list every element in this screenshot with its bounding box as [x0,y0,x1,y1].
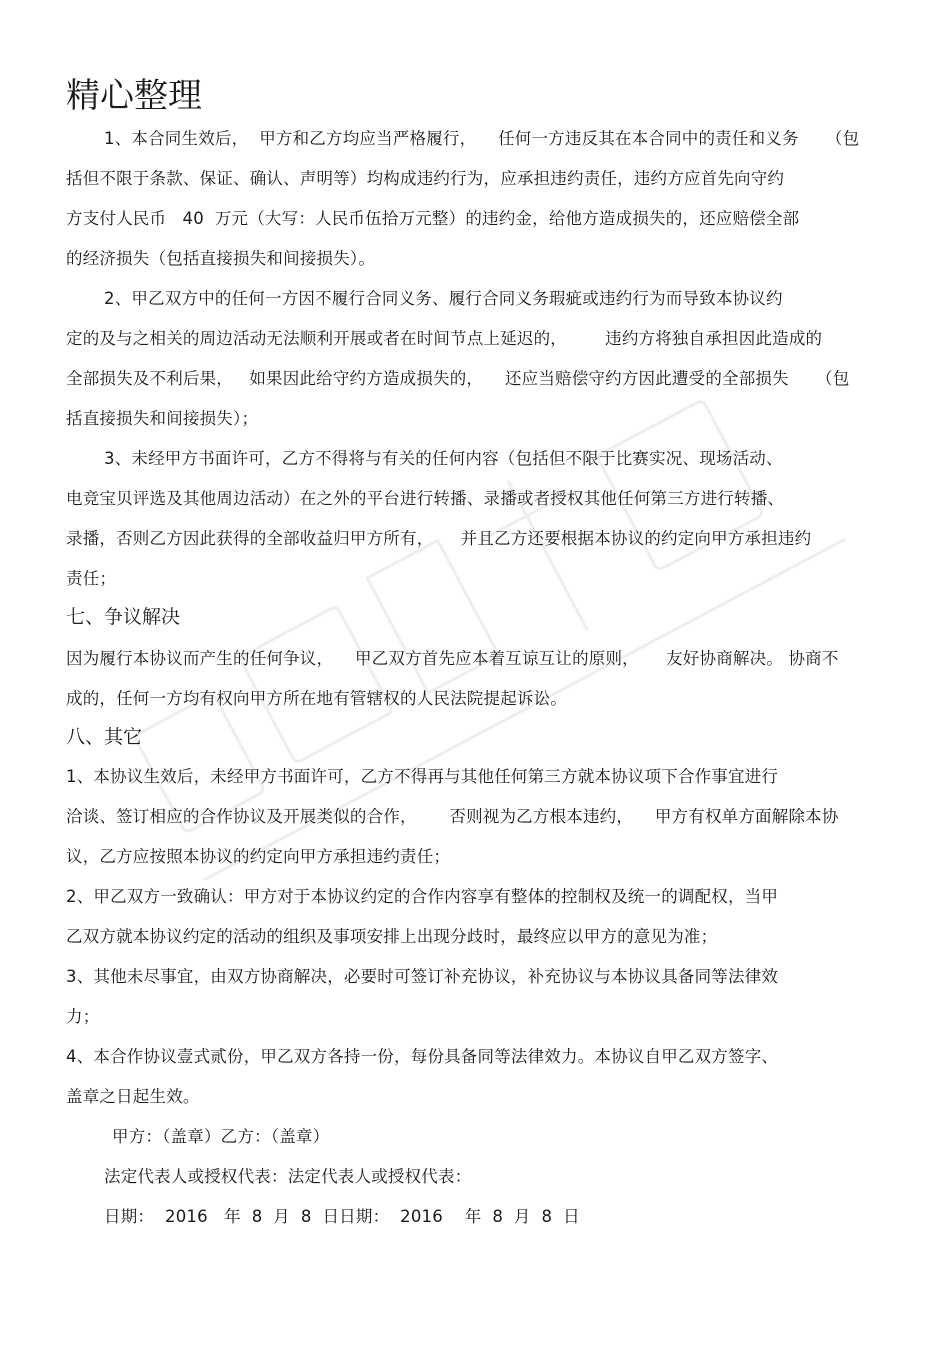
section8-line-8: 4、本合作协议壹式贰份，甲乙双方各持一份，每份具备同等法律效力。本协议自甲乙双方签字、 [66,1047,779,1066]
section3-line-4: 责任； [66,569,117,588]
section8-line-7: 力； [66,1007,100,1026]
heading-other: 八、其它 [66,726,143,748]
section8-line-1: 1、本协议生效后，未经甲方书面许可，乙方不得再与其他任何第三方就本协议项下合作事宜进行 [66,767,779,786]
section7-line-2: 成的，任何一方均有权向甲方所在地有管辖权的人民法院提起诉讼。 [66,689,567,708]
section2-line-3: 全部损失及不利后果， 如果因此给守约方造成损失的， 还应当赔偿守约方因此遭受的全部损失 （包 [66,369,850,388]
section8-line-3: 议，乙方应按照本协议的约定向甲方承担违约责任； [66,847,451,866]
signature-parties: 甲方：（盖章）乙方：（盖章） [112,1127,330,1146]
section8-line-4: 2、甲乙双方一致确认：甲方对于本协议约定的合作内容享有整体的控制权及统一的调配权，当甲 [66,887,779,906]
heading-dispute-resolution: 七、争议解决 [66,606,181,628]
section7-line-1: 因为履行本协议而产生的任何争议， 甲乙双方首先应本着互谅互让的原则， 友好协商解决。 协商不 [66,649,839,668]
section3-line-1: 3、未经甲方书面许可，乙方不得将与有关的任何内容（包括但不限于比赛实况、现场活动、 [104,449,783,468]
section1-line-1: 1、本合同生效后， 甲方和乙方均应当严格履行， 任何一方违反其在本合同中的责任和义务 （包 [104,129,860,148]
signature-representatives: 法定代表人或授权代表：法定代表人或授权代表： [104,1167,472,1186]
section3-line-3: 录播，否则乙方因此获得的全部收益归甲方所有， 并且乙方还要根据本协议的约定向甲方承担违约 [66,529,812,548]
section2-line-1: 2、甲乙双方中的任何一方因不履行合同义务、履行合同义务瑕疵或违约行为而导致本协议约 [104,289,783,308]
section2-line-4: 括直接损失和间接损失）； [66,409,259,428]
section8-line-9: 盖章之日起生效。 [66,1087,200,1106]
section1-line-4: 的经济损失（包括直接损失和间接损失）。 [66,249,376,268]
signature-dates: 日期： 2016 年 8 月 8 日日期： 2016 年 8 月 8 日 [104,1207,580,1226]
section1-line-2: 括但不限于条款、保证、确认、声明等）均构成违约行为，应承担违约责任，违约方应首先向守约 [66,169,785,188]
page-title: 精心整理 [66,76,202,116]
section3-line-2: 电竞宝贝评选及其他周边活动）在之外的平台进行转播、录播或者授权其他任何第三方进行转播、 [66,489,785,508]
section2-line-2: 定的及与之相关的周边活动无法顺利开展或者在时间节点上延迟的， 违约方将独自承担因此造成的 [66,329,823,348]
section8-line-5: 乙双方就本协议约定的活动的组织及事项安排上出现分歧时，最终应以甲方的意见为准； [66,927,718,946]
section8-line-2: 洽谈、签订相应的合作协议及开展类似的合作， 否则视为乙方根本违约， 甲方有权单方面解除本协 [66,807,839,826]
watermark-graphic [60,360,900,880]
section8-line-6: 3、其他未尽事宜，由双方协商解决，必要时可签订补充协议，补充协议与本协议具备同等法律效 [66,967,779,986]
section1-line-3: 方支付人民币 40 万元（大写：人民币伍拾万元整）的违约金，给他方造成损失的，还应赔偿全部 [66,209,800,228]
